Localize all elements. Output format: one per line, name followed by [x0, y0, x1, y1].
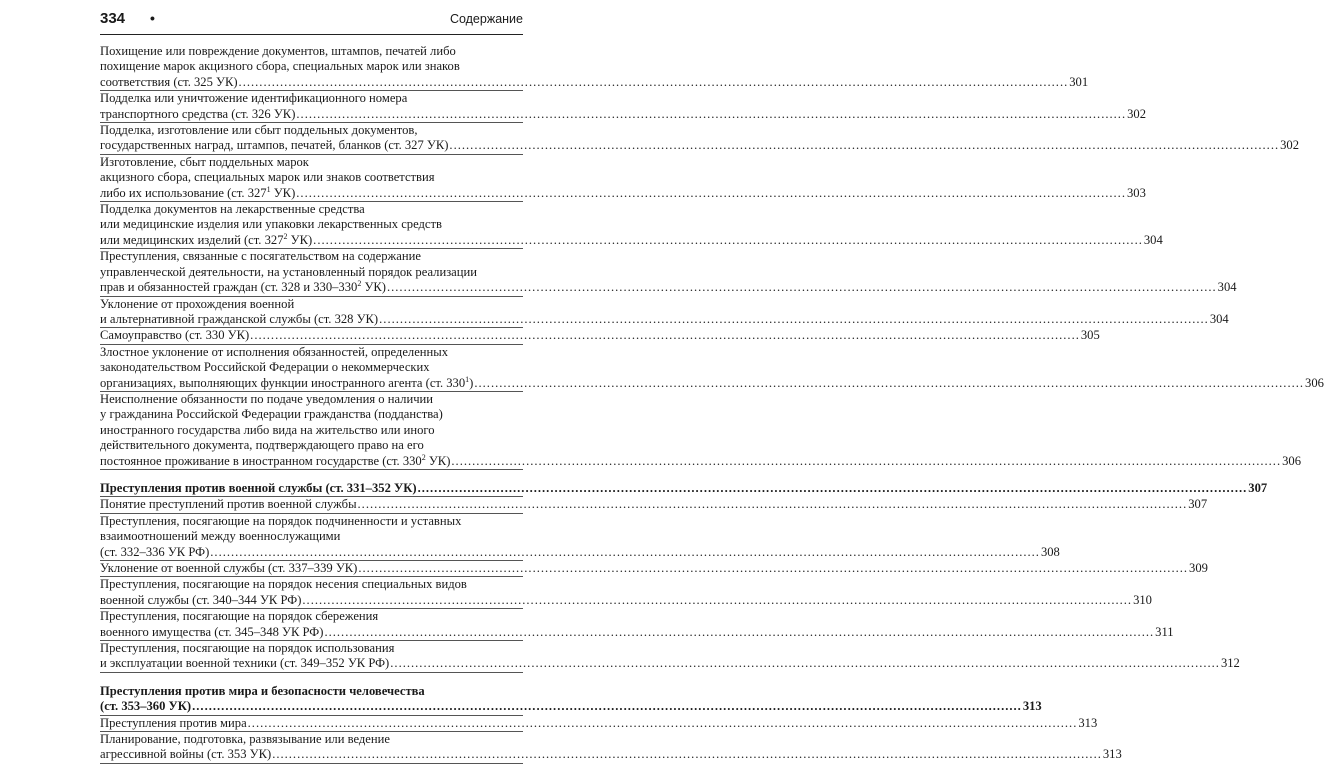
- dot-leader: ........................................................................................................................................................................................................: [390, 656, 1220, 671]
- toc-entry-line: похищение марок акцизного сбора, специальных марок или знаков: [100, 59, 460, 74]
- toc-entry-last-line: [100, 544, 1060, 560]
- dot-leader: ........................................................................................................................................................................................................: [247, 715, 1078, 730]
- toc-entry-line: военной службы (ст. 340–344 УК РФ): [100, 592, 302, 607]
- toc-entry: [100, 732, 1122, 764]
- toc-entry-last-line: [100, 374, 1324, 391]
- toc-entry-line: Самоуправство (ст. 330 УК): [100, 328, 250, 343]
- toc-page-number: 307: [1248, 480, 1268, 495]
- toc-entry-line: и альтернативной гражданской службы (ст. 328 УК): [100, 311, 379, 326]
- toc-entry: [100, 296, 1229, 329]
- toc-entry-line: законодательством Российской Федерации о некоммерческих: [100, 360, 430, 375]
- toc-entry-line: Преступления против мира и безопасности человечества: [100, 683, 425, 698]
- toc-entry-line: организациях, выполняющих функции иностранного агента (ст. $330^1$): [100, 374, 474, 390]
- toc-entry: [100, 513, 1060, 561]
- section-title: Содержание: [449, 12, 523, 26]
- dot-leader: ........................................................................................................................................................................................................: [379, 311, 1209, 326]
- dot-leader: ........................................................................................................................................................................................................: [238, 74, 1069, 89]
- toc-entry: [100, 344, 1324, 392]
- toc-entry: [100, 683, 1042, 716]
- toc-page-number: 308: [1040, 544, 1060, 559]
- toc-entry-line: Преступления, посягающие на порядок подчиненности и уставных: [100, 513, 462, 528]
- dot-leader: ........................................................................................................................................................................................................: [192, 699, 1022, 714]
- toc-entry-line: взаимоотношений между военнослужащими: [100, 529, 341, 544]
- toc-entry-last-line: [100, 656, 1240, 671]
- page-number: 334: [100, 10, 126, 27]
- toc-page-number: 313: [1078, 715, 1098, 730]
- dot-leader: ........................................................................................................................................................................................................: [324, 624, 1155, 639]
- toc-entry-last-line: [100, 74, 1089, 90]
- toc-entry-last-line: [100, 311, 1229, 327]
- toc-page-number: 310: [1133, 592, 1152, 607]
- toc-entry-line: (ст. 353–360 УК): [100, 699, 192, 714]
- toc-entry-line: Подделка, изготовление или сбыт поддельных документов,: [100, 123, 418, 138]
- toc-entry: [100, 391, 1301, 470]
- toc-entry-last-line: [100, 715, 1098, 731]
- toc-entry-line: прав и обязанностей граждан (ст. 328 и $330-330^2$ УК): [100, 278, 386, 295]
- toc-page-number: 302: [1127, 106, 1146, 121]
- toc-entry-line: действительного документа, подтверждающего право на его: [100, 438, 424, 453]
- toc-entry-line: Преступления против военной службы (ст. 331–352 УК): [100, 480, 417, 495]
- dot-leader: ........................................................................................................................................................................................................: [357, 497, 1188, 512]
- running-header: [100, 8, 523, 35]
- toc-entry: [100, 577, 1152, 609]
- dot-leader: ........................................................................................................................................................................................................: [302, 592, 1133, 607]
- toc-page-number: 305: [1080, 328, 1100, 343]
- toc-page-number: 306: [1305, 375, 1324, 390]
- toc-page-number: 303: [1126, 185, 1146, 200]
- toc-entry: [100, 202, 1163, 249]
- toc-entry-line: Понятие преступлений против военной службы: [100, 497, 357, 512]
- toc-entry-line: (ст. 332–336 УК РФ): [100, 544, 210, 559]
- toc-entry: [100, 641, 1240, 673]
- dot-leader: ........................................................................................................................................................................................................: [451, 453, 1282, 468]
- toc-entry-line: Преступления, посягающие на порядок сбережения: [100, 609, 379, 624]
- toc-entry: [100, 480, 1268, 497]
- dot-leader: ........................................................................................................................................................................................................: [210, 544, 1040, 559]
- toc-entry: [100, 715, 1098, 732]
- dot-leader: ........................................................................................................................................................................................................: [272, 747, 1102, 762]
- toc-entry-last-line: [100, 328, 1100, 343]
- toc-page-number: 313: [1022, 699, 1042, 714]
- toc-entry-line: Неисполнение обязанности по подаче уведомления о наличии: [100, 391, 434, 406]
- dot-leader: ........................................................................................................................................................................................................: [296, 106, 1127, 121]
- toc-entry: [100, 123, 1299, 155]
- toc-entry-line: Изготовление, сбыт поддельных марок: [100, 154, 309, 169]
- toc-page-number: 309: [1189, 561, 1208, 575]
- table-of-contents: [100, 44, 1324, 764]
- toc-entry-line: Планирование, подготовка, развязывание или ведение: [100, 732, 390, 747]
- toc-entry-line: Преступления, связанные с посягательством на содержание: [100, 249, 421, 264]
- toc-entry-line: либо их использование (ст. $327^1$ УК): [100, 184, 296, 200]
- toc-page-number: 304: [1217, 280, 1237, 295]
- toc-page-number: 312: [1220, 656, 1240, 671]
- toc-entry-line: Уклонение от военной службы (ст. 337–339 УК): [100, 561, 358, 575]
- toc-entry-last-line: [100, 592, 1152, 608]
- toc-entry-line: Преступления против мира: [100, 715, 247, 730]
- toc-entry-last-line: [100, 452, 1301, 469]
- toc-entry-last-line: [100, 278, 1237, 295]
- toc-entry: [100, 44, 1089, 91]
- dot-leader: ........................................................................................................................................................................................................: [417, 480, 1248, 495]
- toc-entry-line: акцизного сбора, специальных марок или знаков соответствия: [100, 170, 435, 185]
- toc-entry-last-line: [100, 624, 1174, 640]
- toc-page-number: 301: [1069, 74, 1089, 89]
- toc-entry-last-line: [100, 699, 1042, 714]
- toc-entry-line: управленческой деятельности, на установленный порядок реализации: [100, 264, 477, 279]
- toc-entry-line: у гражданина Российской Федерации гражданства (подданства): [100, 407, 443, 422]
- toc-entry-line: Преступления, посягающие на порядок несения специальных видов: [100, 577, 467, 592]
- toc-entry-last-line: [100, 747, 1122, 762]
- dot-leader: ........................................................................................................................................................................................................: [449, 138, 1280, 153]
- toc-entry-last-line: [100, 561, 1208, 576]
- toc-entry-line: иностранного государства либо вида на жительство или иного: [100, 422, 435, 437]
- toc-entry-line: Подделка или уничтожение идентификационного номера: [100, 91, 408, 106]
- toc-entry: [100, 154, 1146, 202]
- dot-leader: ........................................................................................................................................................................................................: [313, 232, 1143, 247]
- toc-entry-line: соответствия (ст. 325 УК): [100, 74, 238, 89]
- toc-entry-last-line: [100, 231, 1163, 248]
- toc-entry-line: или медицинских изделий (ст. $327^2$ УК): [100, 231, 313, 247]
- toc-entry-line: Злостное уклонение от исполнения обязанностей, определенных: [100, 344, 449, 359]
- toc-entry-line: постоянное проживание в иностранном государстве (ст. $330^2$ УК): [100, 452, 451, 468]
- toc-page-number: 307: [1188, 497, 1208, 512]
- toc-entry-last-line: [100, 480, 1268, 496]
- toc-entry-line: или медицинские изделия или упаковки лекарственных средств: [100, 217, 442, 232]
- toc-entry-line: Уклонение от прохождения военной: [100, 296, 295, 311]
- toc-entry-line: агрессивной войны (ст. 353 УК): [100, 747, 272, 762]
- toc-entry-line: и эксплуатации военной техники (ст. 349–352 УК РФ): [100, 656, 390, 671]
- dot-leader: ........................................................................................................................................................................................................: [358, 561, 1189, 575]
- toc-entry: [100, 328, 1100, 344]
- toc-page-number: 304: [1143, 232, 1163, 247]
- toc-page-number: 304: [1209, 311, 1229, 326]
- toc-entry-line: Преступления, посягающие на порядок использования: [100, 641, 395, 656]
- toc-entry-last-line: [100, 106, 1146, 122]
- toc-page-number: 311: [1155, 624, 1174, 639]
- toc-page-number: 306: [1282, 453, 1301, 468]
- toc-entry-last-line: [100, 184, 1146, 201]
- toc-entry-last-line: [100, 138, 1299, 153]
- dot-leader: ........................................................................................................................................................................................................: [386, 280, 1217, 295]
- toc-entry-line: военного имущества (ст. 345–348 УК РФ): [100, 624, 324, 639]
- toc-entry: [100, 249, 1237, 296]
- toc-entry-line: Похищение или повреждение документов, штампов, печатей либо: [100, 44, 456, 58]
- toc-entry: [100, 91, 1146, 123]
- dot-leader: ........................................................................................................................................................................................................: [474, 375, 1305, 390]
- dot-leader: ........................................................................................................................................................................................................: [296, 185, 1126, 200]
- toc-entry-line: Подделка документов на лекарственные средства: [100, 202, 365, 217]
- toc-entry: [100, 497, 1208, 513]
- toc-page-number: 302: [1280, 138, 1299, 153]
- bullet-icon: •: [150, 10, 155, 26]
- toc-entry-last-line: [100, 497, 1208, 512]
- toc-entry-line: государственных наград, штампов, печатей, бланков (ст. 327 УК): [100, 138, 449, 153]
- toc-entry: [100, 609, 1174, 641]
- toc-entry-line: транспортного средства (ст. 326 УК): [100, 106, 296, 121]
- toc-entry: [100, 561, 1208, 577]
- dot-leader: ........................................................................................................................................................................................................: [250, 328, 1080, 343]
- toc-page-number: 313: [1102, 747, 1122, 762]
